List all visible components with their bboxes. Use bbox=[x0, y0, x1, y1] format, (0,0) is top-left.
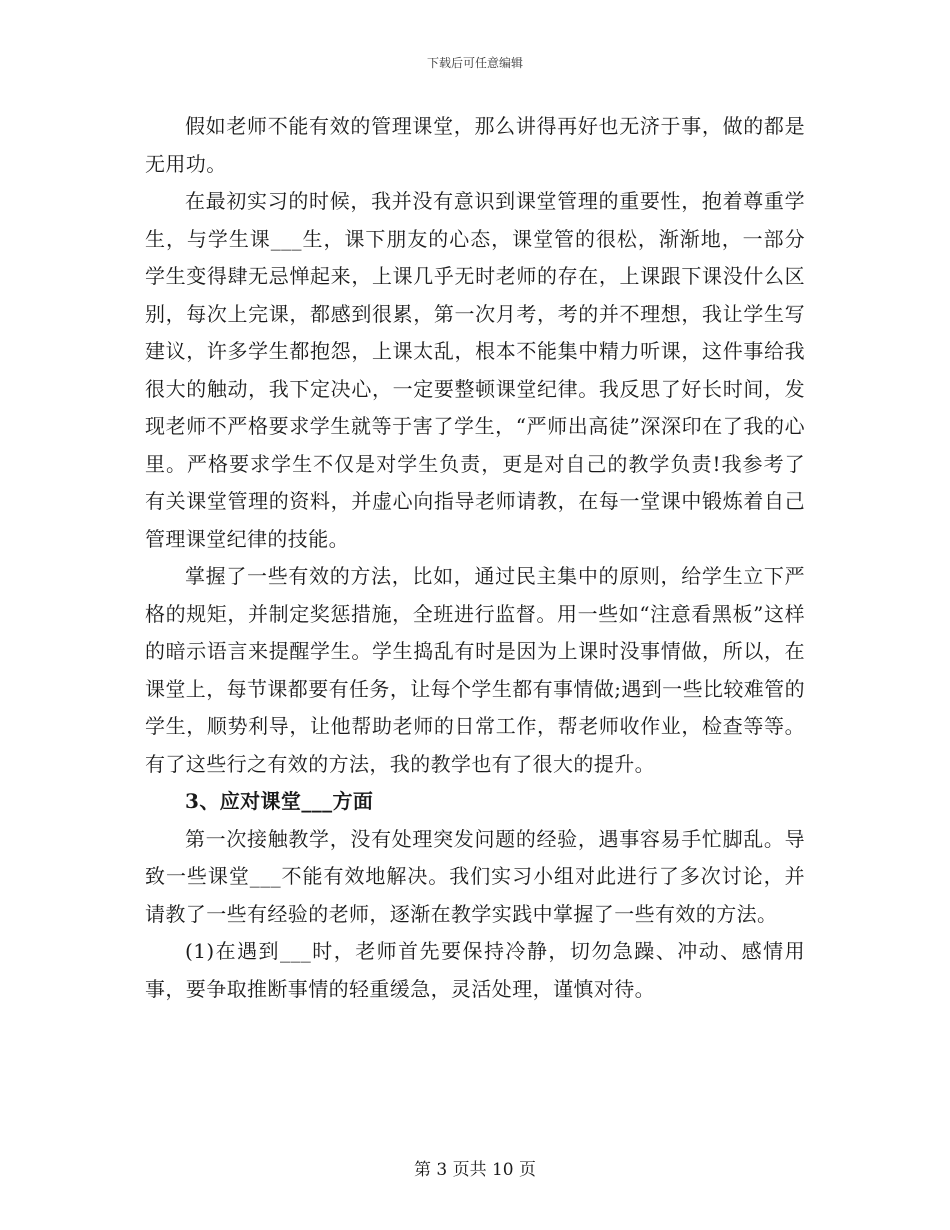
paragraph-2: 在最初实习的时候，我并没有意识到课堂管理的重要性，抱着尊重学生，与学生课___生，课下朋友的心态，课堂管的很松，渐渐地，一部分学生变得肆无忌惮起来，上课几乎无时老师的存在，上课跟下课没什么区别，每次上完课，都感到很累，第一次月考，考的并不理想，我让学生写建议，许多学生都抱怨，上课太乱，根本不能集中精力听课，这件事给我很大的触动，我下定决心，一定要整顿课堂纪律。我反思了好长时间，发现老师不严格要求学生就等于害了学生，“严师出高徒”深深印在了我的心里。严格要求学生不仅是对学生负责，更是对自己的教学负责!我参考了有关课堂管理的资料，并虚心向指导老师请教，在每一堂课中锻炼着自己管理课堂纪律的技能。 bbox=[145, 189, 805, 551]
paragraph-3: 掌握了一些有效的方法，比如，通过民主集中的原则，给学生立下严格的规矩，并制定奖惩措施，全班进行监督。用一些如“注意看黑板”这样的暗示语言来提醒学生。学生捣乱有时是因为上课时没事情做，所以，在课堂上，每节课都要有任务，让每个学生都有事情做;遇到一些比较难管的学生，顺势利导，让他帮助老师的日常工作，帮老师收作业，检查等等。有了这些行之有效的方法，我的教学也有了很大的提升。 bbox=[145, 564, 805, 776]
paragraph-5: (1)在遇到___时，老师首先要保持冷静，切勿急躁、冲动、感情用事，要争取推断事情的轻重缓急，灵活处理，谨慎对待。 bbox=[145, 939, 805, 1001]
paragraph-4: 第一次接触教学，没有处理突发问题的经验，遇事容易手忙脚乱。导致一些课堂___不能有效地解决。我们实习小组对此进行了多次讨论，并请教了一些有经验的老师，逐渐在教学实践中掌握了一些有效的方法。 bbox=[145, 826, 805, 926]
paragraph-1: 假如老师不能有效的管理课堂，那么讲得再好也无济于事，做的都是无用功。 bbox=[145, 114, 805, 176]
page-footer: 第 3 页共 10 页 bbox=[413, 1160, 537, 1180]
section-heading: 3、应对课堂___方面 bbox=[185, 789, 374, 813]
page-header: 下载后可任意编辑 bbox=[426, 56, 523, 70]
document-body bbox=[145, 108, 805, 1008]
